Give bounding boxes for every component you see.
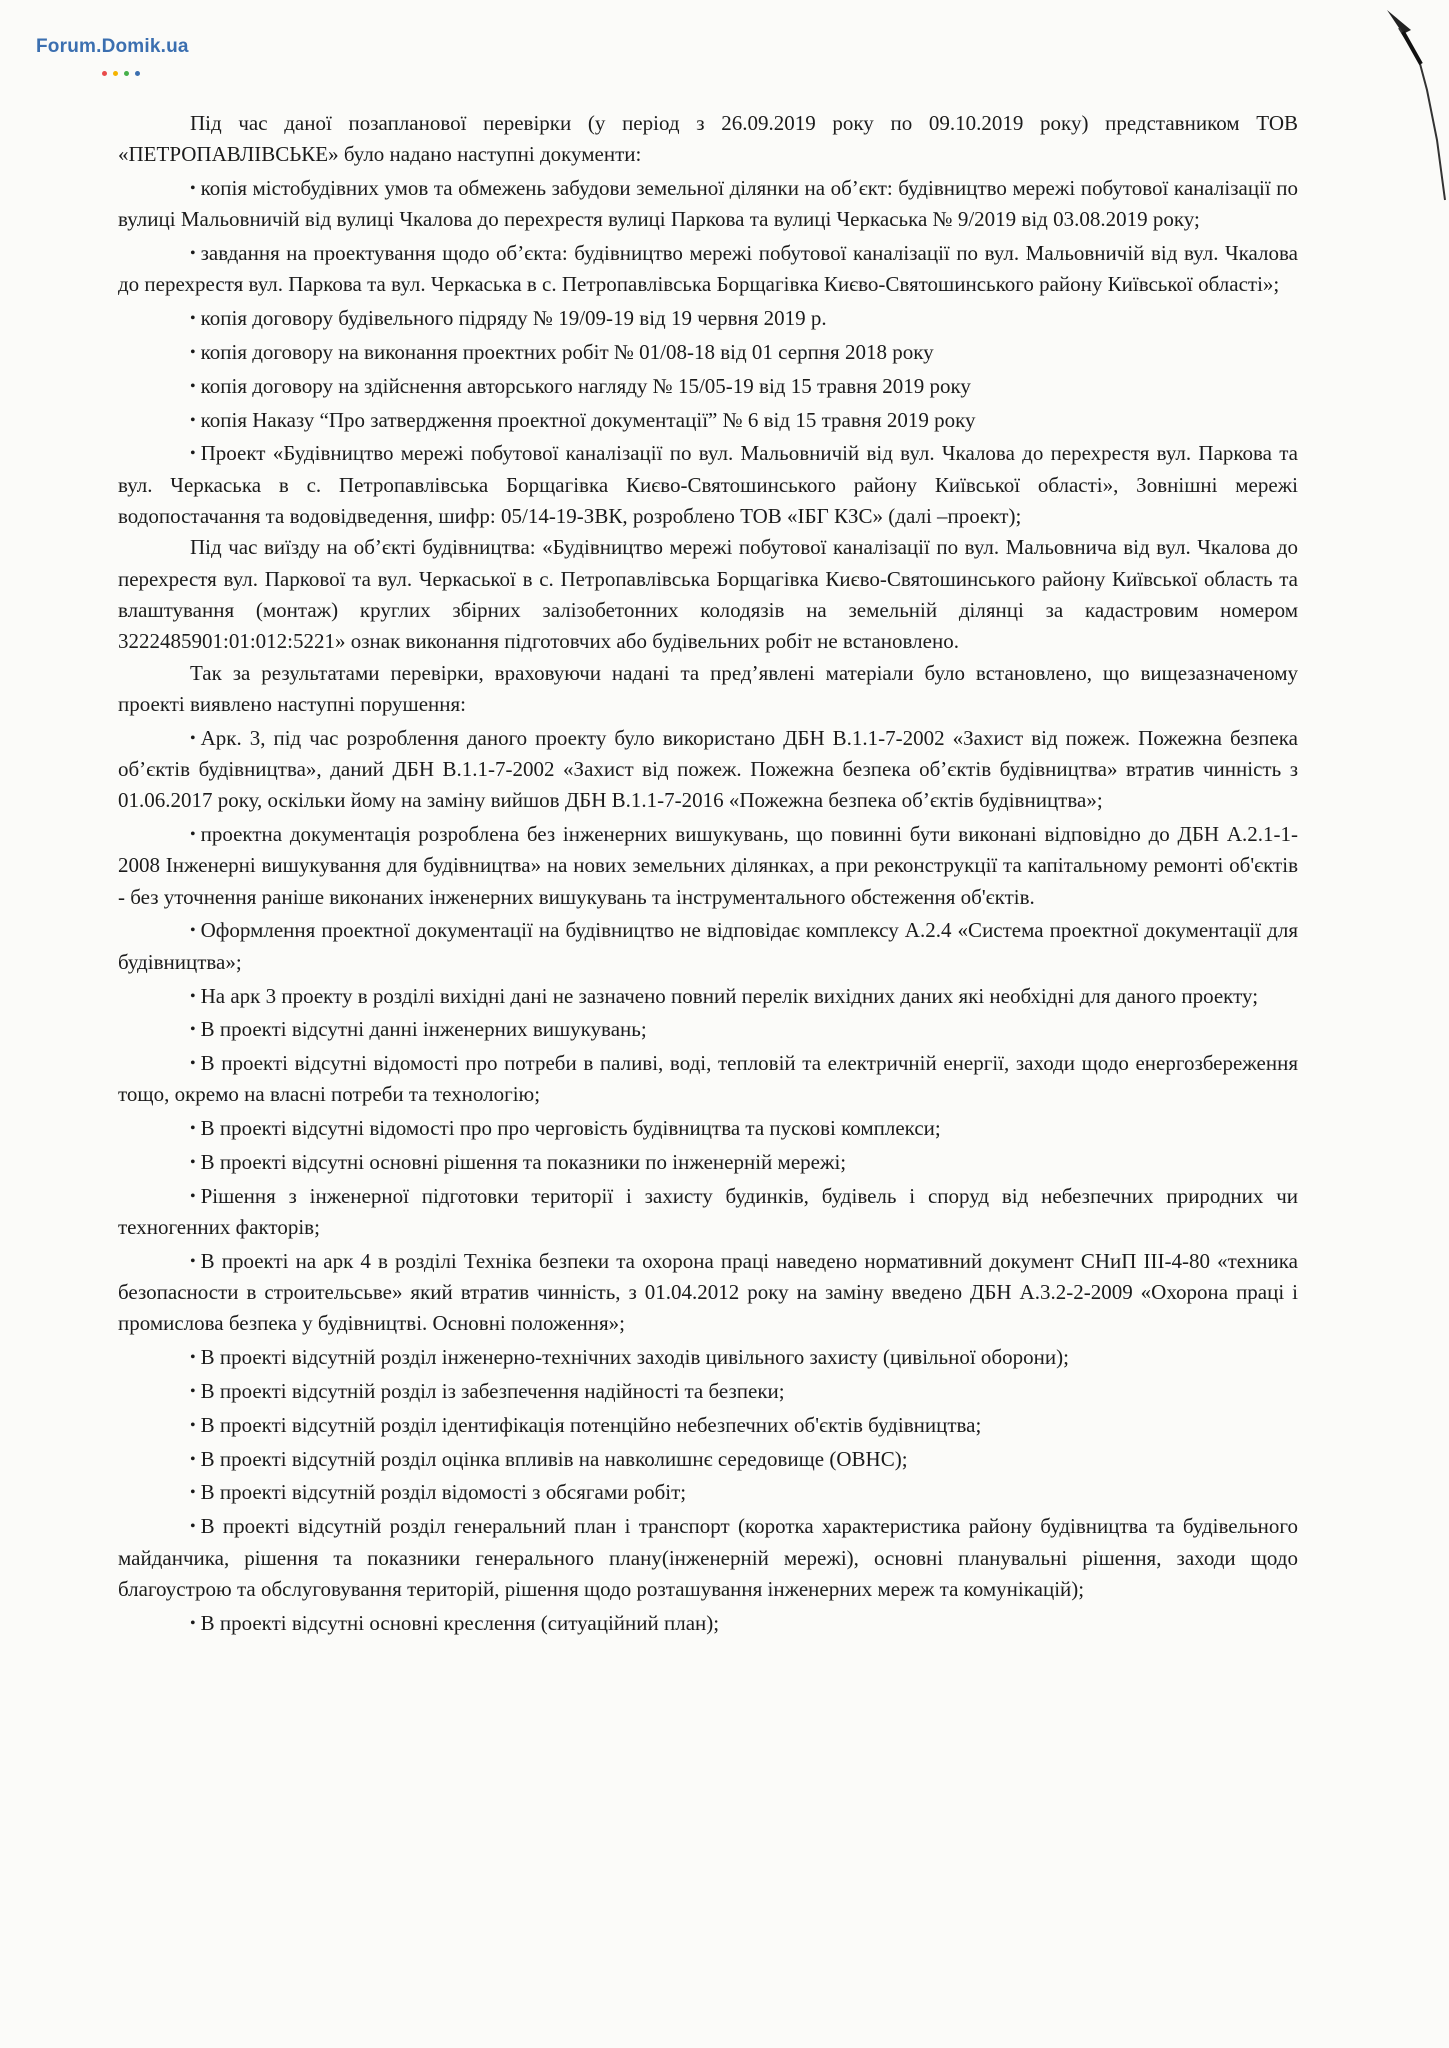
list-item bbox=[118, 1376, 1298, 1407]
paragraph-text: В проекті відсутні відомості про потреби в паливі, воді, тепловій та електричній енергії, заходи щодо енергозбереження тощо, окремо на власні потреби та технологію; bbox=[118, 1051, 1298, 1107]
paragraph-text: В проекті відсутній розділ відомості з обсягами робіт; bbox=[200, 1480, 687, 1505]
paragraph-text: В проекті на арк 4 в розділі Техніка безпеки та охорона праці наведено нормативний документ СНиП ІІІ-4-80 «техника безопасности в строительсьве» який втратив чинність, з 01.04.2012 року на заміну введено ДБН А.3.2-2-2009 «Охорона праці і промислова безпека у будівництві. Основні положення»; bbox=[118, 1248, 1298, 1336]
bullet-icon: • bbox=[190, 1484, 196, 1502]
list-item bbox=[118, 981, 1298, 1012]
paragraph-text: копія договору будівельного підряду № 19/09-19 від 19 червня 2019 р. bbox=[200, 306, 827, 331]
paragraph-text: В проекті відсутній розділ із забезпечення надійності та безпеки; bbox=[200, 1379, 785, 1404]
list-item bbox=[118, 1181, 1298, 1244]
paragraph-text: Так за результатами перевірки, враховуючи надані та пред’явлені матеріали було встановлено, що вищезазначеному проекті виявлено наступні порушення: bbox=[118, 660, 1298, 716]
bullet-icon: • bbox=[190, 1450, 196, 1468]
list-item bbox=[118, 1147, 1298, 1178]
page-corner-fold-icon bbox=[1299, 0, 1449, 220]
bullet-icon: • bbox=[190, 411, 196, 429]
bullet-icon: • bbox=[190, 1383, 196, 1401]
paragraph-text: копія договору на виконання проектних робіт № 01/08-18 від 01 серпня 2018 року bbox=[200, 340, 934, 365]
paragraph-text: В проекті відсутні відомості про про черговість будівництва та пускові комплекси; bbox=[200, 1116, 941, 1141]
bullet-icon: • bbox=[190, 987, 196, 1005]
paragraph-text: копія договору на здійснення авторського нагляду № 15/05-19 від 15 травня 2019 року bbox=[200, 373, 971, 398]
list-item bbox=[118, 303, 1298, 334]
bullet-icon: • bbox=[190, 1055, 196, 1073]
list-item bbox=[118, 1410, 1298, 1441]
paragraph-text: Під час виїзду на об’єкті будівництва: «Будівництво мережі побутової каналізації по вул. Мальовнича від вул. Чкалова до перехрестя вул. Паркової та вул. Черкаської в с. Петропавлівська Борщагівка Києво-Святошинського району Київської область та влаштування (монтаж) круглих збірних залізобетонних колодязів на земельній ділянці за кадастровим номером 3222485901:01:012:5221» ознак виконання підготовчих або будівельних робіт не встановлено. bbox=[118, 535, 1298, 654]
paragraph-text: В проекті відсутні основні креслення (ситуаційний план); bbox=[200, 1610, 720, 1635]
bullet-icon: • bbox=[190, 1120, 196, 1138]
paragraph-text: завдання на проектування щодо об’єкта: будівництво мережі побутової каналізації по вул. Мальовничій від вул. Чкалова до перехрестя вул. Паркова та вул. Черкаська в с. Петропавлівська Борщагівка Києво-Святошинського району Київської області»; bbox=[118, 241, 1298, 297]
list-item bbox=[118, 1048, 1298, 1111]
document-body bbox=[118, 108, 1298, 1639]
watermark-text: Forum.Domik.ua bbox=[36, 36, 189, 57]
bullet-icon: • bbox=[190, 729, 196, 747]
paragraph-text: Арк. 3, під час розроблення даного проекту було використано ДБН В.1.1-7-2002 «Захист від пожеж. Пожежна безпека об’єктів будівництва», даний ДБН В.1.1-7-2002 «Захист від пожеж. Пожежна безпека об’єктів будівництва» втратив чинність з 01.06.2017 року, оскільки йому на заміну вийшов ДБН В.1.1-7-2016 «Пожежна безпека об’єктів будівництва»; bbox=[118, 725, 1298, 813]
list-item bbox=[118, 173, 1298, 236]
list-item bbox=[118, 1113, 1298, 1144]
list-item bbox=[118, 1511, 1298, 1605]
list-item bbox=[118, 1444, 1298, 1475]
paragraph-text: В проекті відсутній розділ оцінка впливів на навколишнє середовище (ОВНС); bbox=[200, 1446, 908, 1471]
bullet-icon: • bbox=[190, 1154, 196, 1171]
paragraph bbox=[118, 658, 1298, 721]
list-item bbox=[118, 1608, 1298, 1639]
bullet-icon: • bbox=[190, 1021, 196, 1039]
paragraph-text: копія Наказу “Про затвердження проектної документації” № 6 від 15 травня 2019 року bbox=[200, 407, 976, 432]
list-item bbox=[118, 371, 1298, 402]
paragraph-text: Під час даної позапланової перевірки (у період з 26.09.2019 року по 09.10.2019 року) представником ТОВ «ПЕТРОПАВЛІВСЬКЕ» було надано наступні документи: bbox=[118, 111, 1298, 167]
paragraph bbox=[118, 108, 1298, 171]
paragraph-text: Проект «Будівництво мережі побутової каналізації по вул. Мальовничій від вул. Чкалова до перехрестя вул. Паркова та вул. Черкаська в с. Петропавлівська Борщагівка Києво-Святошинського району Київської області», Зовнішні мережі водопостачання та водовідведення, шифр: 05/14-19-ЗВК, розроблено ТОВ «ІБГ КЗС» (далі –проект); bbox=[118, 441, 1298, 529]
bullet-icon: • bbox=[190, 1614, 196, 1632]
bullet-icon: • bbox=[190, 1349, 196, 1367]
paragraph-text: В проекті відсутній розділ ідентифікація потенційно небезпечних об'єктів будівництва; bbox=[200, 1412, 982, 1437]
forum-watermark bbox=[36, 36, 189, 66]
paragraph-text: Оформлення проектної документації на будівництво не відповідає комплексу А.2.4 «Система проектної документації для будівництва»; bbox=[118, 918, 1298, 974]
list-item bbox=[118, 337, 1298, 368]
paragraph-text: На арк 3 проекту в розділі вихідні дані не зазначено повний перелік вихідних даних які необхідні для даного проекту; bbox=[200, 983, 1259, 1008]
bullet-icon: • bbox=[190, 1187, 196, 1205]
list-item bbox=[118, 1342, 1298, 1373]
paragraph-text: В проекті відсутній розділ інженерно-технічних заходів цивільного захисту (цивільної оборони); bbox=[200, 1345, 1069, 1370]
paragraph-text: В проекті відсутні основні рішення та показники по інженерній мережі; bbox=[200, 1150, 847, 1174]
bullet-icon: • bbox=[190, 445, 196, 463]
list-item bbox=[118, 405, 1298, 436]
bullet-icon: • bbox=[190, 922, 196, 940]
list-item bbox=[118, 438, 1298, 532]
list-item bbox=[118, 238, 1298, 301]
paragraph-text: Рішення з інженерної підготовки території і захисту будинків, будівель і споруд від небезпечних природних чи техногенних факторів; bbox=[118, 1183, 1298, 1240]
watermark-dots-icon bbox=[102, 60, 189, 66]
bullet-icon: • bbox=[190, 1518, 196, 1536]
bullet-icon: • bbox=[190, 344, 196, 362]
bullet-icon: • bbox=[190, 1252, 196, 1270]
bullet-icon: • bbox=[190, 245, 196, 263]
list-item bbox=[118, 723, 1298, 817]
bullet-icon: • bbox=[190, 826, 196, 844]
bullet-icon: • bbox=[190, 377, 196, 395]
paragraph-text: копія містобудівних умов та обмежень забудови земельної ділянки на об’єкт: будівництво мережі побутової каналізації по вулиці Мальовничій від вулиці Чкалова до перехрестя вулиці Паркова та вулиці Черкаська № 9/2019 від 03.08.2019 року; bbox=[118, 176, 1298, 232]
list-item bbox=[118, 1014, 1298, 1045]
list-item bbox=[118, 1246, 1298, 1340]
paragraph bbox=[118, 532, 1298, 657]
list-item bbox=[118, 915, 1298, 978]
paragraph-text: В проекті відсутній розділ генеральний план і транспорт (коротка характеристика району будівництва та будівельного майданчика, рішення та показники генерального плану(інженерній мережі), основні планувальні рішення, заходи щодо благоустрою та обслуговування територій, рішення щодо розташування інженерних мереж та комунікацій); bbox=[118, 1514, 1298, 1601]
bullet-icon: • bbox=[190, 180, 196, 198]
bullet-icon: • bbox=[190, 1416, 196, 1434]
bullet-icon: • bbox=[190, 310, 196, 328]
paragraph-text: проектна документація розроблена без інженерних вишукувань, що повинні бути виконані відповідно до ДБН А.2.1-1-2008 Інженерні вишукування для будівництва» на нових земельних ділянках, а при реконструкції та капітальному ремонті об'єктів - без уточнення раніше виконаних інженерних вишукувань та інструментального обстеження об'єктів. bbox=[118, 822, 1298, 909]
list-item bbox=[118, 1477, 1298, 1508]
list-item bbox=[118, 819, 1298, 913]
paragraph-text: В проекті відсутні данні інженерних вишукувань; bbox=[200, 1017, 647, 1042]
